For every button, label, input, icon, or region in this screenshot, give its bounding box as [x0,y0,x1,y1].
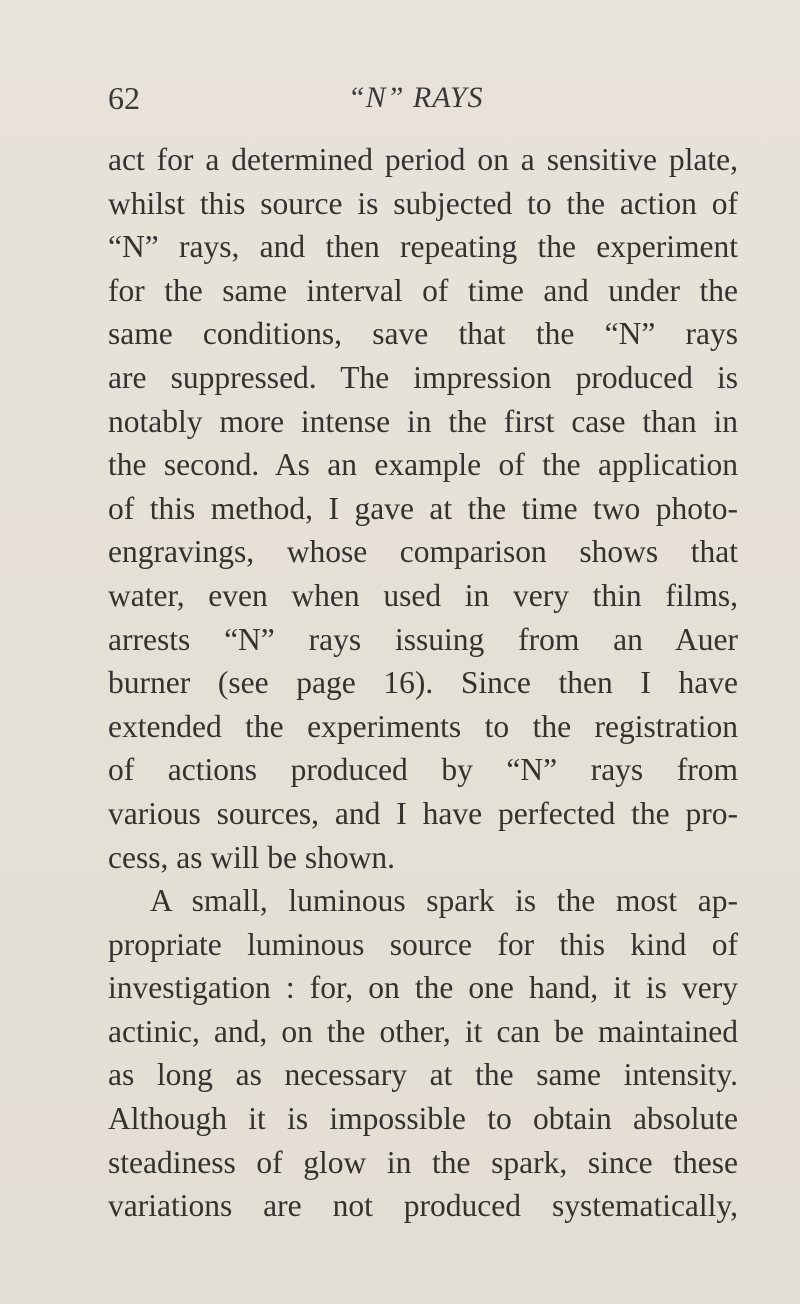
text-line: as long as necessary at the same intensity. [108,1057,738,1093]
text-line: propriate luminous source for this kind of [108,926,738,962]
text-line: engravings, whose comparison shows that [108,534,738,570]
text-line: the second. As an example of the application [108,447,738,483]
text-line: variations are not produced systematically, [108,1188,738,1224]
text-line: same conditions, save that the “N” rays [108,316,738,352]
text-line: actinic, and, on the other, it can be maintained [108,1013,738,1049]
page-header [108,78,738,122]
text-line: extended the experiments to the registration [108,708,738,744]
body-text [108,138,738,1228]
text-line: notably more intense in the first case than in [108,403,738,439]
text-line: steadiness of glow in the spark, since these [108,1144,738,1180]
text-line: Although it is impossible to obtain absolute [108,1101,738,1137]
text-line: “N” rays, and then repeating the experiment [108,229,738,265]
paragraph-start-line: A small, luminous spark is the most ap- [150,883,738,919]
text-line: burner (see page 16). Since then I have [108,665,738,701]
text-line: of this method, I gave at the time two photo- [108,490,738,526]
text-line: investigation : for, on the one hand, it is very [108,970,738,1006]
running-head: “N” RAYS [348,81,484,114]
page-number: 62 [108,80,140,116]
text-line: whilst this source is subjected to the action of [108,185,738,221]
text-line: for the same interval of time and under the [108,272,738,308]
paragraph-end-line: cess, as will be shown. [108,839,395,875]
text-line: are suppressed. The impression produced is [108,359,738,395]
text-line: various sources, and I have perfected the pro- [108,795,738,831]
text-line: arrests “N” rays issuing from an Auer [108,621,738,657]
text-line: act for a determined period on a sensitive plate, [108,142,738,177]
text-line: water, even when used in very thin films, [108,577,738,613]
text-line: of actions produced by “N” rays from [108,752,738,788]
